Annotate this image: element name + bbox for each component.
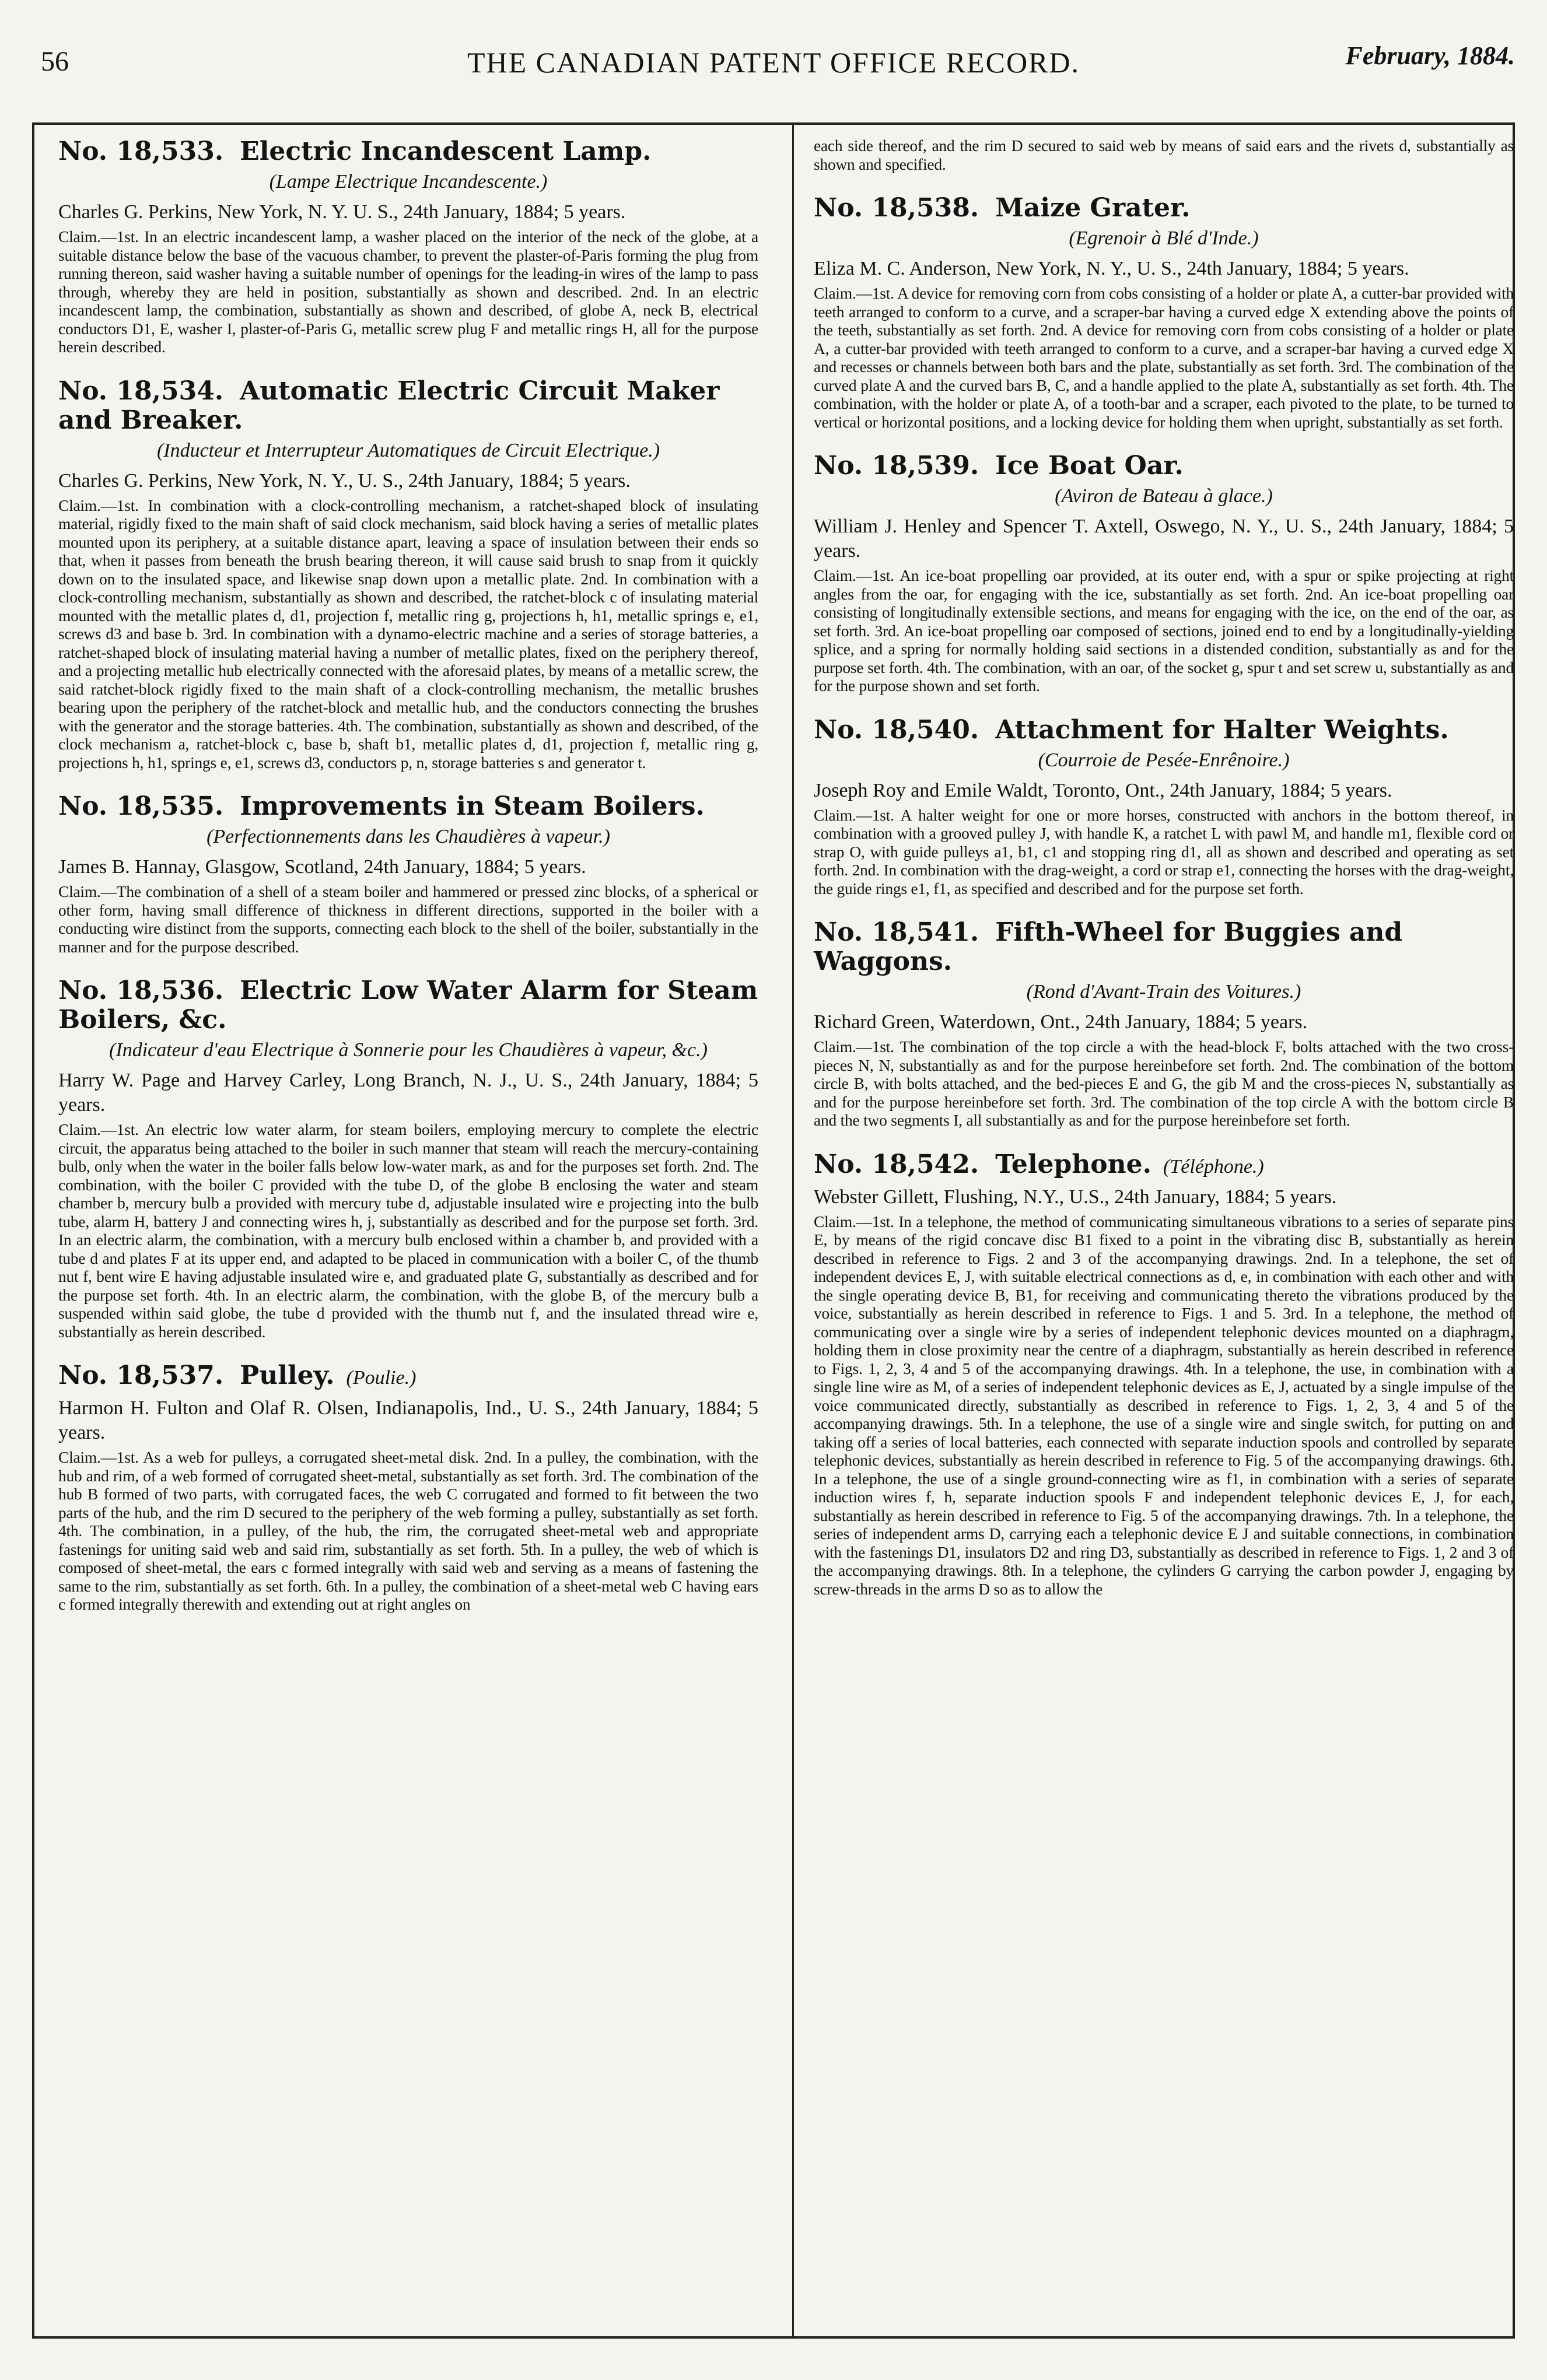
left-column — [58, 137, 758, 1634]
patent-french-title: (Téléphone.) — [1163, 1155, 1264, 1177]
patent-entry-18534 — [58, 377, 758, 773]
patent-french-title: (Courroie de Pesée-Enrênoire.) — [1038, 749, 1290, 771]
patent-heading — [814, 918, 1514, 976]
patent-number: No. 18,537. — [58, 1361, 224, 1390]
patent-heading — [58, 137, 758, 166]
patent-claim: Claim.—1st. As a web for pulleys, a corrugated sheet-metal disk. 2nd. In a pulley, the combination, with the hub and rim, of a web formed of corrugated sheet-metal, substantially as set forth. 3rd. The combination of the hub B formed of two parts, with corrugated faces, the web C corrugated and formed to fit between the two parts of the hub, and the rim D secured to the periphery of the web forming a pulley, substantially as set forth. 4th. The combination, in a pulley, of the hub, the rim, the corrugated sheet-metal web and appropriate fastenings for uniting said web and said rim, substantially as set forth. 5th. In a pulley, the web of which is composed of sheet-metal, the ears c formed integrally with said web and serving as a means of fastening the same to the rim, substantially as set forth. 6th. In a pulley, the combination of a sheet-metal web C having ears c formed integrally therewith and extending out at right angles on — [58, 1449, 758, 1613]
patent-title: Automatic Electric Circuit Maker and Breaker. — [58, 376, 720, 435]
patent-inventor: James B. Hannay, Glasgow, Scotland, 24th January, 1884; 5 years. — [58, 856, 586, 878]
patent-entry-18538 — [814, 194, 1514, 432]
patent-entry-18542 — [814, 1150, 1514, 1599]
patent-claim: Claim.—1st. An electric low water alarm, for steam boilers, employing mercury to complete the electric circuit, the apparatus being attached to the boiler in such manner that steam will reach the mercury-containing bulb, only when the water in the boiler falls below low-water mark, as and for the purposes set forth. 2nd. The combination, with the boiler C provided with the tube D, of the globe B enclosing the water and steam chamber b, mercury bulb a provided with mercury tube d, adjustable insulated wire e projecting into the bulb tube, alarm H, battery J and connecting wires h, j, substantially as described and for the purpose set forth. 3rd. In an electric alarm, the combination, with a mercury bulb enclosed within a chamber b, and provided with a tube d and plates F at its upper end, and adapted to be placed in communication with a boiler C, of the thumb nut f, bent wire E having adjustable insulated wire e, and graduated plate G, substantially as described and for the purpose set forth. 4th. In an electric alarm, the combination, with the globe B, of the mercury bulb a suspended within said globe, the tube d provided with the thumb nut f, and the insulated thread wire e, substantially as herein described. — [58, 1121, 758, 1341]
patent-number: No. 18,533. — [58, 136, 224, 166]
patent-number: No. 18,540. — [814, 714, 979, 745]
patent-number: No. 18,542. — [814, 1149, 979, 1179]
patent-claim: Claim.—1st. The combination of the top circle a with the head-block F, bolts attached with the two cross-pieces N, N, substantially as and for the purpose hereinbefore set forth. 2nd. The combination of the bottom circle B, with bolts attached, and the bed-pieces E and G, the gib M and the cross-pieces N, substantially as and for the purpose hereinbefore set forth. 3rd. The combination of the top circle A with the bottom circle B and the two segments I, all substantially as and for the purpose hereinbefore set forth. — [814, 1038, 1514, 1129]
patent-number: No. 18,539. — [814, 451, 979, 481]
patent-title: Ice Boat Oar. — [995, 451, 1184, 481]
right-column — [814, 137, 1514, 1618]
patent-entry-18539 — [814, 451, 1514, 696]
patent-number: No. 18,535. — [58, 791, 224, 821]
patent-inventor: Charles G. Perkins, New York, N. Y., U. S., 24th January, 1884; 5 years. — [58, 469, 631, 492]
patent-number: No. 18,541. — [814, 917, 979, 947]
patent-french-title: (Poulie.) — [346, 1367, 416, 1389]
patent-heading — [58, 976, 758, 1035]
patent-inventor: Webster Gillett, Flushing, N.Y., U.S., 24th January, 1884; 5 years. — [814, 1186, 1337, 1208]
patent-heading — [58, 792, 758, 821]
patent-number: No. 18,534. — [58, 376, 224, 406]
patent-claim: Claim.—The combination of a shell of a steam boiler and hammered or pressed zinc blocks, of a spherical or other form, having small difference of thickness in different directions, supported in the boiler with a conducting wire distinct from the supports, connecting each block to the shell of the boiler, substantially in the manner and for the purpose described. — [58, 883, 758, 956]
patent-heading — [814, 716, 1514, 745]
patent-inventor: Eliza M. C. Anderson, New York, N. Y., U. S., 24th January, 1884; 5 years. — [814, 258, 1409, 279]
journal-title: THE CANADIAN PATENT OFFICE RECORD. — [467, 46, 1080, 79]
patent-inventor: Richard Green, Waterdown, Ont., 24th January, 1884; 5 years. — [814, 1011, 1308, 1033]
patent-heading — [814, 1150, 1514, 1182]
patent-title: Electric Incandescent Lamp. — [240, 136, 652, 166]
patent-french-title: (Egrenoir à Blé d'Inde.) — [1069, 227, 1259, 249]
patent-inventor: Charles G. Perkins, New York, N. Y. U. S., 24th January, 1884; 5 years. — [58, 201, 626, 223]
patent-french-title: (Lampe Electrique Incandescente.) — [269, 171, 548, 192]
patent-title: Telephone. — [995, 1149, 1152, 1179]
patent-heading — [58, 1361, 758, 1393]
patent-french-title: (Indicateur d'eau Electrique à Sonnerie pour les Chaudières à vapeur, &c.) — [109, 1039, 708, 1061]
patent-title: Electric Low Water Alarm for Steam Boilers, &c. — [58, 976, 758, 1035]
patent-inventor: Joseph Roy and Emile Waldt, Toronto, Ont., 24th January, 1884; 5 years. — [814, 779, 1392, 801]
patent-title: Maize Grater. — [995, 193, 1191, 223]
claim-continuation: each side thereof, and the rim D secured to said web by means of said ears and the rivets d, substantially as shown and specified. — [814, 137, 1514, 173]
patent-title: Attachment for Halter Weights. — [995, 714, 1449, 745]
patent-claim: Claim.—1st. An ice-boat propelling oar provided, at its outer end, with a spur or spike projecting at right angles from the oar, for engaging with the ice, substantially as set forth. 2nd. An ice-boat propelling oar consisting of longitudinally extensible sections, and means for engaging with the ice, on the end of the oar, as set forth. 3rd. An ice-boat propelling oar composed of sections, joined end to end by a longitudinally-yielding splice, and a spring for normally holding said sections in a distended condition, substantially as and for the purpose set forth. 4th. The combination, with an oar, of the socket g, spur t and set screw u, substantially as and for the purpose shown and set forth. — [814, 567, 1514, 695]
patent-entry-18540 — [814, 716, 1514, 899]
patent-heading — [814, 194, 1514, 223]
patent-claim: Claim.—1st. In combination with a clock-controlling mechanism, a ratchet-shaped block of insulating material, rigidly fixed to the main shaft of said clock mechanism, said block having a series of metallic plates mounted upon its periphery, at a suitable distance apart, leaving a space of insulation between their ends so that, when it passes from beneath the brush bearing thereon, it will cause said brush to snap from it quickly down on to the insulated space, and likewise snap down upon a metallic plate. 2nd. In combination with a clock-controlling mechanism, substantially as shown and described, the ratchet-block c of insulating material mounted with the metallic plates d, d1, projection f, metallic ring g, projections h, h1, metallic springs e, e1, screws d3 and base b. 3rd. In combination with a dynamo-electric machine and a series of storage batteries, a ratchet-shaped block of insulating material having a number of metallic plates, fixed on the periphery thereof, and a projecting metallic hub electrically connected with the aforesaid plates, by means of a metallic screw, the said ratchet-block rigidly fixed to the main shaft of a clock-controlling mechanism, the metallic brushes bearing upon the periphery of the ratchet-block and metallic hub, and the conductors connecting the brushes with the generator and the storage batteries. 4th. The combination, substantially as shown and described, of the clock mechanism a, ratchet-block c, base b, shaft b1, metallic plates d, d1, projection f, metallic ring g, projections h, h1, springs e, e1, screws d3, conductors p, n, storage batteries s and generator t. — [58, 496, 758, 772]
patent-claim: Claim.—1st. In a telephone, the method of communicating simultaneous vibrations to a series of separate pins E, by means of the rigid concave disc B1 fixed to a point in the vibrating disc B, substantially as herein described in reference to Figs. 2 and 3 of the accompanying drawings. 2nd. In a telephone, the set of independent devices E, J, with suitable electrical connections as d, e, in combination with each other and with the single operating device B, B1, for receiving and communicating thereto the vibrations produced by the voice, substantially as herein described in reference to Figs. 1 and 5. 3rd. In a telephone, the method of communicating over a single wire by a series of independent telephonic devices mounted on a diaphragm, holding them in close proximity near the centre of a diaphragm, substantially as herein described in reference to Figs. 1, 2, 3, 4 and 5 of the accompanying drawings. 4th. In a telephone, the use, in combination with a single line wire as M, of a series of independent telephonic devices as E, J, actuated by a single impulse of the voice communicated directly, substantially as described in reference to Figs. 1, 2, 3, 4 and 5 of the accompanying drawings. 5th. In a telephone, the use of a single wire and single switch, for putting on and taking off a series of local batteries, each connected with separate induction spools and controlled by separate telephonic devices, substantially as herein described in reference to Fig. 5 of the accompanying drawings. 6th. In a telephone, the use of a single ground-connecting wire as f1, in combination with a series of separate induction wires f, h, separate induction spools F and independent telephonic devices E, J, for each, substantially as herein described in reference to Fig. 5 of the accompanying drawings. 7th. In a telephone, the series of independent arms D, carrying each a telephonic device E J and suitable connections, in combination with the fastenings D1, insulators D2 and ring D3, substantially as described in reference to Figs. 1, 2 and 3 of the accompanying drawings. 8th. In a telephone, the cylinders G carrying the carbon powder J, engaging by screw-threads in the arms D so as to allow the — [814, 1212, 1514, 1598]
continued-claim — [814, 137, 1514, 174]
patent-number: No. 18,538. — [814, 193, 979, 223]
patent-inventor: Harry W. Page and Harvey Carley, Long Branch, N. J., U. S., 24th January, 1884; 5 years. — [58, 1070, 758, 1116]
patent-inventor: William J. Henley and Spencer T. Axtell, Oswego, N. Y., U. S., 24th January, 1884; 5 years. — [814, 516, 1514, 562]
patent-entry-18541 — [814, 918, 1514, 1130]
patent-entry-18535 — [58, 792, 758, 956]
patent-claim: Claim.—1st. A halter weight for one or more horses, constructed with anchors in the bottom thereof, in combination with a grooved pulley J, with handle K, a ratchet L with pawl M, and handle m1, flexible cord or strap O, with guide pulleys a1, b1, c1 and stopping ring d1, all as shown and described and operating as set forth. 2nd. In combination with the drag-weight, a cord or strap e1, connecting the horses with the drag-weight, the guide rings e1, f1, as specified and described and for the purpose set forth. — [814, 806, 1514, 898]
patent-title: Improvements in Steam Boilers. — [240, 791, 705, 821]
patent-number: No. 18,536. — [58, 976, 224, 1005]
patent-inventor: Harmon H. Fulton and Olaf R. Olsen, Indianapolis, Ind., U. S., 24th January, 1884; 5 years. — [58, 1397, 758, 1443]
patent-title: Fifth-Wheel for Buggies and Waggons. — [814, 917, 1403, 976]
patent-entry-18533 — [58, 137, 758, 357]
issue-date: February, 1884. — [1345, 41, 1515, 70]
patent-french-title: (Perfectionnements dans les Chaudières à vapeur.) — [206, 826, 610, 847]
column-divider — [792, 122, 794, 2339]
page-number: 56 — [41, 46, 69, 77]
patent-heading — [58, 377, 758, 435]
patent-entry-18536 — [58, 976, 758, 1341]
patent-french-title: (Inducteur et Interrupteur Automatiques de Circuit Electrique.) — [156, 439, 660, 461]
patent-claim: Claim.—1st. In an electric incandescent lamp, a washer placed on the interior of the neck of the globe, at a suitable distance below the base of the vacuous chamber, to prevent the plaster-of-Paris forming the plug from running thereon, said washer having a suitable number of openings for the leading-in wires of the lamp to pass through, whereby they are held in position, substantially as shown and described. 2nd. In an electric incandescent lamp, the combination, substantially as shown and described, of globe A, neck B, electrical conductors D1, E, washer I, plaster-of-Paris G, metallic screw plug F and metallic rings H, all for the purpose herein described. — [58, 228, 758, 356]
patent-heading — [814, 451, 1514, 481]
patent-french-title: (Rond d'Avant-Train des Voitures.) — [1026, 981, 1301, 1003]
page-header — [0, 0, 1547, 87]
patent-entry-18537 — [58, 1361, 758, 1614]
patent-title: Pulley. — [240, 1361, 335, 1390]
patent-french-title: (Aviron de Bateau à glace.) — [1055, 485, 1273, 507]
patent-claim: Claim.—1st. A device for removing corn from cobs consisting of a holder or plate A, a cutter-bar provided with teeth arranged to conform to a curve, and a scraper-bar having a curved edge X extending above the points of the teeth, substantially as set forth. 2nd. A device for removing corn from cobs consisting of a holder or plate A, a cutter-bar provided with teeth arranged to conform to a curve, and a scraper-bar having a curved edge X and recesses or channels between both bars and the plate, substantially as set forth. 3rd. The combination of the curved plate A and the curved bars B, C, and a handle applied to the plate A, substantially as set forth. 4th. The combination, with the holder or plate A, of a tooth-bar and a scraper, each pivoted to the plate, to be turned to vertical or horizontal positions, and a locking device for holding them when upright, substantially as set forth. — [814, 285, 1514, 431]
